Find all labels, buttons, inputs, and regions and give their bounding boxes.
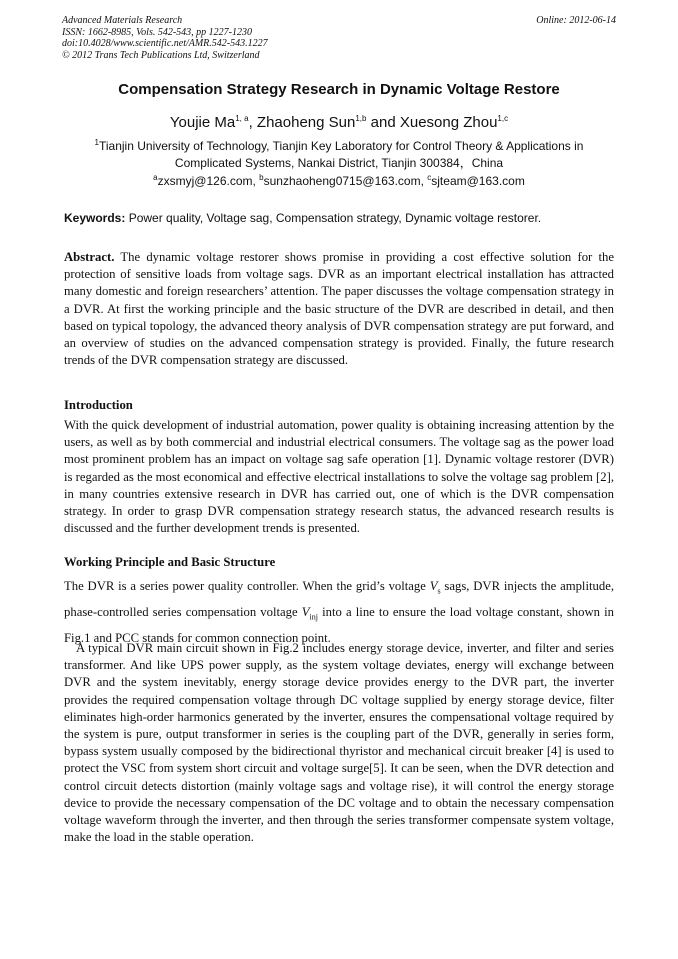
paper-title: Compensation Strategy Research in Dynamic Voltage Restore [118, 81, 560, 98]
vs-letter: V [429, 579, 438, 593]
affiliation-sup: 1 [94, 138, 99, 147]
author-sep: and [366, 114, 400, 131]
wp-text-c: into a line to ensure the load voltage constant, shown in Fig.1 and PCC stands for common connection point. [64, 605, 614, 646]
abstract-text: The dynamic voltage restorer shows promise in providing a cost effective solution for the protection of sensitive loads from voltage sags. DVR as an important electrical installation has attracted many domestic and foreign researchers’ attention. The paper discusses the voltage compensation strategy in a DVR. At first the working principle and the basic structure of the DVR are described in detail, and then based on typical topology, the advanced theory analysis of DVR compensation strategy are put forward, and an overview of studies on the advanced compensation strategy is provided. Finally, the future research trends of the DVR compensation strategy are discussed. [64, 250, 614, 368]
email-address[interactable]: sjteam@163.com [431, 174, 525, 188]
journal-header [62, 15, 616, 61]
online-date: Online: 2012-06-14 [536, 15, 616, 26]
email-address[interactable]: zxsmyj@126.com, [157, 174, 260, 188]
author-list [40, 114, 638, 131]
keywords [64, 211, 616, 225]
author-name: Xuesong Zhou [399, 114, 498, 131]
working-principle-paragraph-1 [64, 576, 614, 650]
working-principle-paragraph-2: A typical DVR main circuit shown in Fig.2 includes energy storage device, inverter, and filter and series transformer. And like UPS power supply, as the system voltage deviates, energy will exchange between DVR and the system inevitably, energy storage device provides energy to the DVR part, the inverter provides the required compensation voltage through DC voltage supplied by energy storage device, filter eliminates high-order harmonics generated by the inverter, ensures the compensational voltage required by the system is pure, output transformer in series is the coupling part of the DVR, generally in series form, bypass system usually composed by the bidirectional thyristor and mechanical circuit breaker [4] is used to protect the VSC from system short circuit and voltage surge[5]. It can be seen, when the DVR detection and control circuit detects distortion (mainly voltage sags and voltage rise), it will control the energy storage device to provide the necessary compensation of the DC voltage and to obtain the necessary compensation voltage waveform through the inverter, and then through the series transformer compensate system voltage, make the load in the stable operation. [64, 641, 614, 845]
copyright-line: © 2012 Trans Tech Publications Ltd, Switzerland [62, 49, 260, 61]
author-sep: , [248, 114, 257, 131]
introduction-text: With the quick development of industrial automation, power quality is obtaining increasing attention by the users, as well as by both commercial and industrial electrical consumers. The voltage sag as the power load most prominent problem has an impact on voltage sag safe operation [1]. Dynamic voltage restorer (DVR) is regarded as the most economical and effective electrical installations to solve the voltage sag problem [2], in many countries extensive research in DVR has carried out, one of which is the DVR compensation strategy. In order to grasp DVR compensation strategy research status, the advanced research results is discussed and the further development trends is presented. [64, 418, 614, 536]
vinj-symbol [301, 605, 318, 622]
doi-line: doi:10.4028/www.scientific.net/AMR.542-543.1227 [62, 38, 268, 49]
abstract-label: Abstract. [64, 250, 115, 264]
affiliation [66, 138, 612, 172]
keywords-text: Power quality, Voltage sag, Compensation strategy, Dynamic voltage restorer. [125, 211, 542, 225]
vs-subscript: s [437, 586, 441, 596]
email-sup: c [427, 173, 432, 182]
email-sup: b [259, 173, 264, 182]
email-address[interactable]: sunzhaoheng0715@163.com, [263, 174, 428, 188]
affiliation-line-1: Tianjin University of Technology, Tianjin Key Laboratory for Control Theory & Applications in [98, 139, 584, 153]
author-sup: 1,b [355, 114, 367, 123]
email-list [40, 174, 638, 188]
journal-name: Advanced Materials Research [62, 15, 183, 26]
abstract [64, 249, 614, 369]
vs-symbol [429, 579, 441, 596]
author-sup: 1,c [497, 114, 509, 123]
vinj-letter: V [301, 605, 310, 620]
working-principle-heading: Working Principle and Basic Structure [64, 555, 276, 569]
introduction-heading: Introduction [64, 398, 133, 412]
author-name: Youjie Ma [169, 114, 236, 131]
vinj-subscript: inj [309, 612, 318, 622]
issn-line: ISSN: 1662-8985, Vols. 542-543, pp 1227-1230 [62, 26, 252, 38]
author-name: Zhaoheng Sun [256, 114, 356, 131]
email-sup: a [153, 173, 158, 182]
affiliation-line-2: Complicated Systems, Nankai District, Tianjin 300384，China [174, 156, 504, 170]
wp-text-b: sags, DVR injects the amplitude, phase-controlled series compensation voltage [64, 579, 614, 620]
keywords-label: Keywords: [64, 211, 126, 225]
author-sup: 1, a [235, 114, 249, 123]
wp-text-a: The DVR is a series power quality controller. When the grid’s voltage [64, 579, 430, 593]
